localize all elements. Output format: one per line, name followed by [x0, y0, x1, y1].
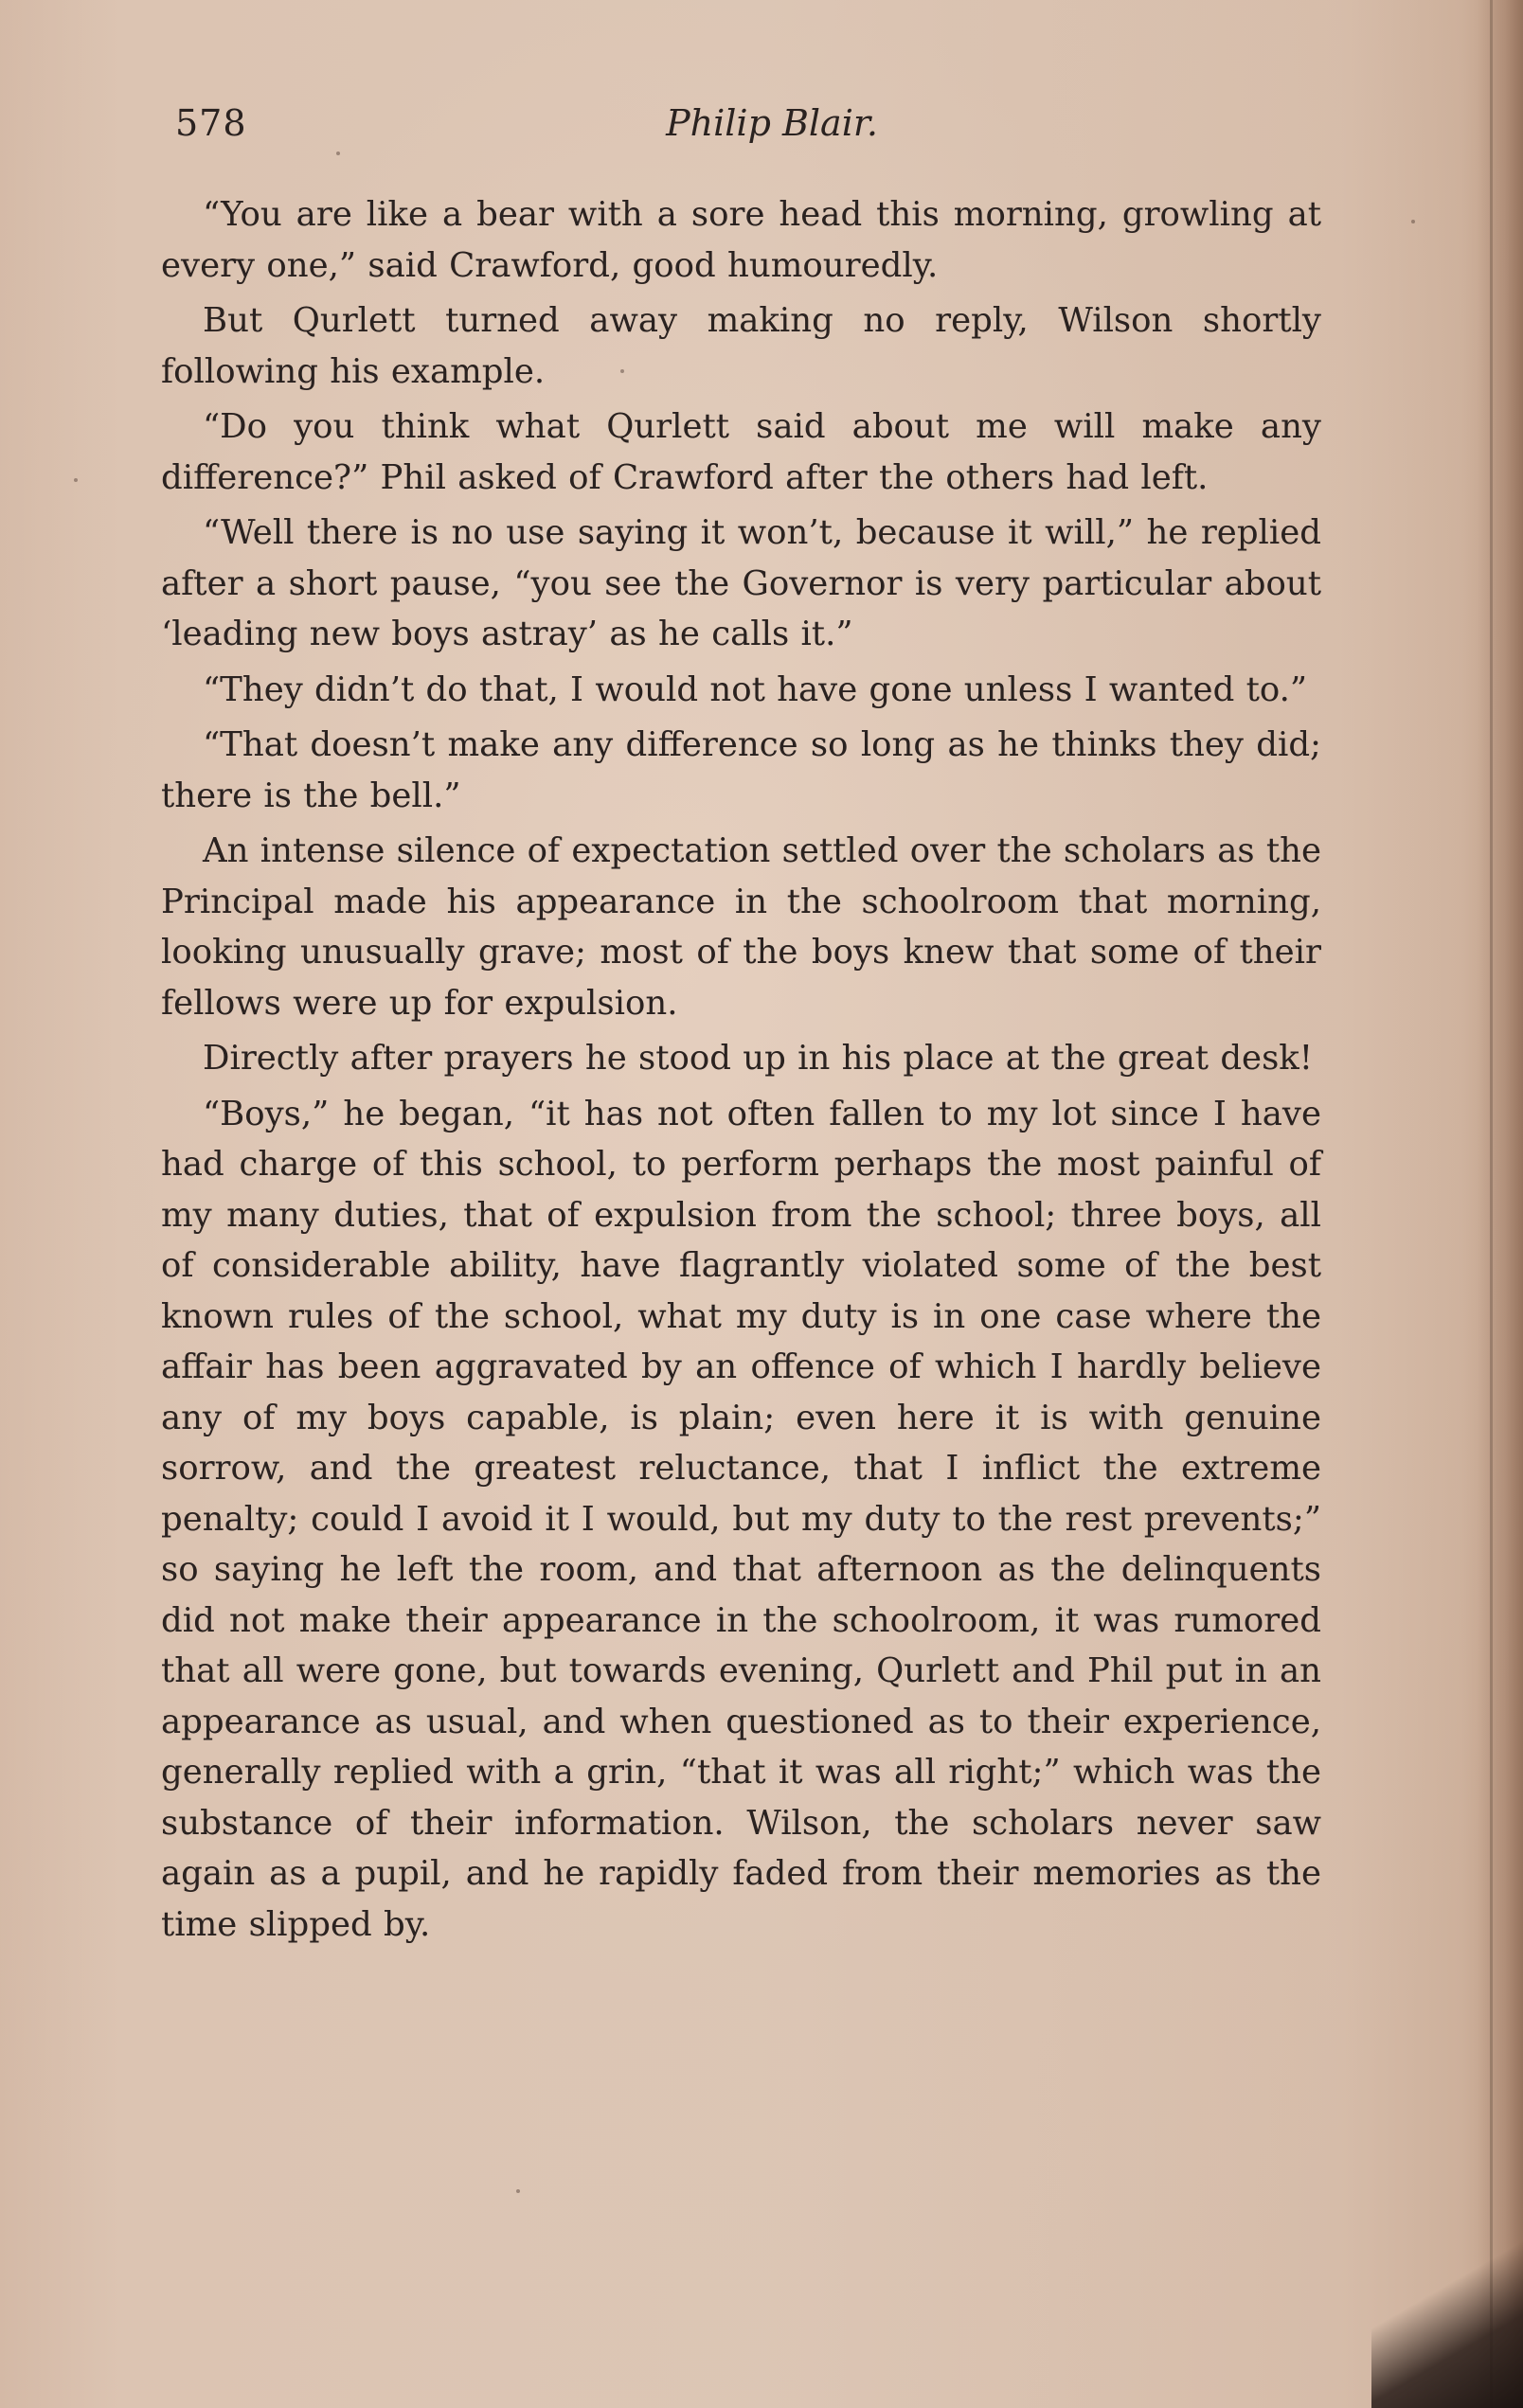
- paragraph: “Boys,” he began, “it has not often fallen to my lot since I have had charge of this school, to perform perhaps the most painful of my many duties, that of expulsion from the school; three boys, all of considerable ability, have flagrantly violated some of the best known rules of the school, what my duty is in one case where the affair has been aggravated by an offence of which I hardly believe any of my boys capable, is plain; even here it is with genuine sorrow, and the greatest reluctance, that I inflict the extreme penalty; could I avoid it I would, but my duty to the rest prevents;” so saying he left the room, and that afternoon as the delinquents did not make their appearance in the schoolroom, it was rumored that all were gone, but towards evening, Qurlett and Phil put in an appearance as usual, and when questioned as to their experience, generally replied with a grin, “that it was all right;” which was the substance of their information. Wilson, the scholars never saw again as a pupil, and he rapidly faded from their memories as the time slipped by.: [161, 1094, 1321, 1944]
- body-text: [161, 189, 1321, 1954]
- page-number: 578: [175, 102, 247, 144]
- paragraph: But Qurlett turned away making no reply, Wilson shortly following his example.: [161, 301, 1321, 391]
- corner-shadow: [1371, 2124, 1523, 2408]
- page-spine-shadow: [1478, 0, 1523, 2408]
- paragraph: “They didn’t do that, I would not have gone unless I wanted to.”: [203, 669, 1308, 709]
- paragraph: “Well there is no use saying it won’t, because it will,” he replied after a short pause, “you see the Governor is very particular about ‘leading new boys astray’ as he calls it.”: [161, 513, 1321, 653]
- paragraph: Directly after prayers he stood up in his place at the great desk!: [203, 1039, 1314, 1078]
- running-title: Philip Blair.: [666, 102, 878, 144]
- paper-speck: [1411, 220, 1415, 223]
- paragraph: “Do you think what Qurlett said about me will make any difference?” Phil asked of Crawford after the others had left.: [161, 407, 1321, 497]
- paragraph: “That doesn’t make any difference so long as he thinks they did; there is the bell.”: [161, 725, 1321, 815]
- page-header: [175, 102, 1326, 159]
- paper-speck: [74, 478, 78, 482]
- page-gutter-line: [1490, 0, 1493, 2408]
- paper-speck: [516, 2189, 520, 2193]
- paragraph: An intense silence of expectation settled over the scholars as the Principal made his appearance in the schoolroom that morning, looking unusually grave; most of the boys knew that some of their fellows were up for expulsion.: [161, 831, 1322, 1023]
- paragraph: “You are like a bear with a sore head this morning, growling at every one,” said Crawford, good humouredly.: [161, 195, 1321, 285]
